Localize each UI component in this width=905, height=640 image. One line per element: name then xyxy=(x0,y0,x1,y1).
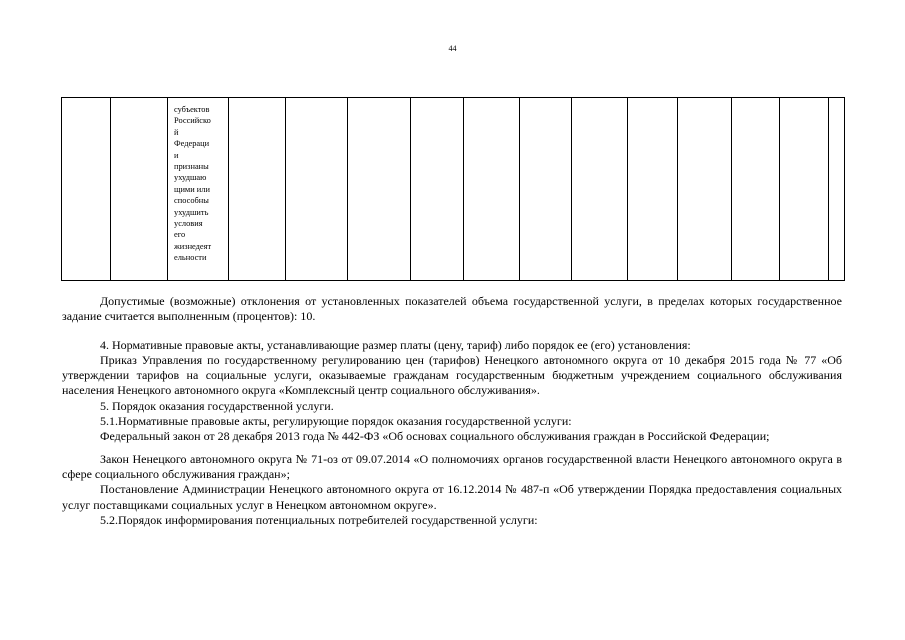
table-cell xyxy=(780,98,829,281)
table-cell xyxy=(520,98,572,281)
paragraph-section-4: 4. Нормативные правовые акты, устанавливающие размер платы (цену, тариф) либо порядок ее (его) установления: xyxy=(100,337,691,352)
table-cell xyxy=(628,98,678,281)
table-cell xyxy=(732,98,780,281)
table-cell xyxy=(168,98,229,281)
table-cell xyxy=(229,98,286,281)
data-table xyxy=(61,97,845,281)
cell-text-subjects: субъектов Российско й Федераци и признаны ухудшаю щими или способны ухудшить условия его жизнедеят ельности xyxy=(174,105,212,263)
paragraph-regional-law: Закон Ненецкого автономного округа № 71-оз от 09.07.2014 «О полномочиях органов государственной власти Ненецкого автономного округа в сфере социального обслуживания граждан»; xyxy=(62,451,842,481)
table-row xyxy=(62,98,845,281)
paragraph-section-5: 5. Порядок оказания государственной услуги. xyxy=(100,398,334,413)
page-number: 44 xyxy=(448,44,457,53)
table-cell xyxy=(411,98,464,281)
table-cell xyxy=(572,98,628,281)
table-cell xyxy=(111,98,168,281)
table-cell xyxy=(348,98,411,281)
table-cell xyxy=(829,98,845,281)
paragraph-resolution: Постановление Администрации Ненецкого автономного округа от 16.12.2014 № 487-п «Об утверждении Порядка предоставления социальных услуг поставщиками социальных услуг в Ненецком автономном округе». xyxy=(62,482,842,512)
body-text xyxy=(62,294,842,528)
paragraph-federal-law: Федеральный закон от 28 декабря 2013 года № 442-ФЗ «Об основах социального обслуживания граждан в Российской Федерации; xyxy=(100,429,770,444)
table-cell xyxy=(286,98,348,281)
paragraph-section-5-2: 5.2.Порядок информирования потенциальных потребителей государственной услуги: xyxy=(100,512,538,527)
paragraph-section-5-1: 5.1.Нормативные правовые акты, регулирующие порядок оказания государственной услуги: xyxy=(100,414,572,429)
paragraph-deviation: Допустимые (возможные) отклонения от установленных показателей объема государственной услуги, в пределах которых государственное задание считается выполненным (процентов): 10. xyxy=(62,294,842,324)
table-cell xyxy=(678,98,732,281)
table-cell xyxy=(464,98,520,281)
paragraph-tariff-order: Приказ Управления по государственному регулированию цен (тарифов) Ненецкого автономного округа от 10 декабря 2015 года № 77 «Об утверждении тарифов на социальные услуги, оказываемые гражданам государственным бюджетным учреждением социального обслуживания населения Ненецкого автономного округа «Комплексный центр социального обслуживания». xyxy=(62,352,842,398)
table-cell xyxy=(62,98,111,281)
